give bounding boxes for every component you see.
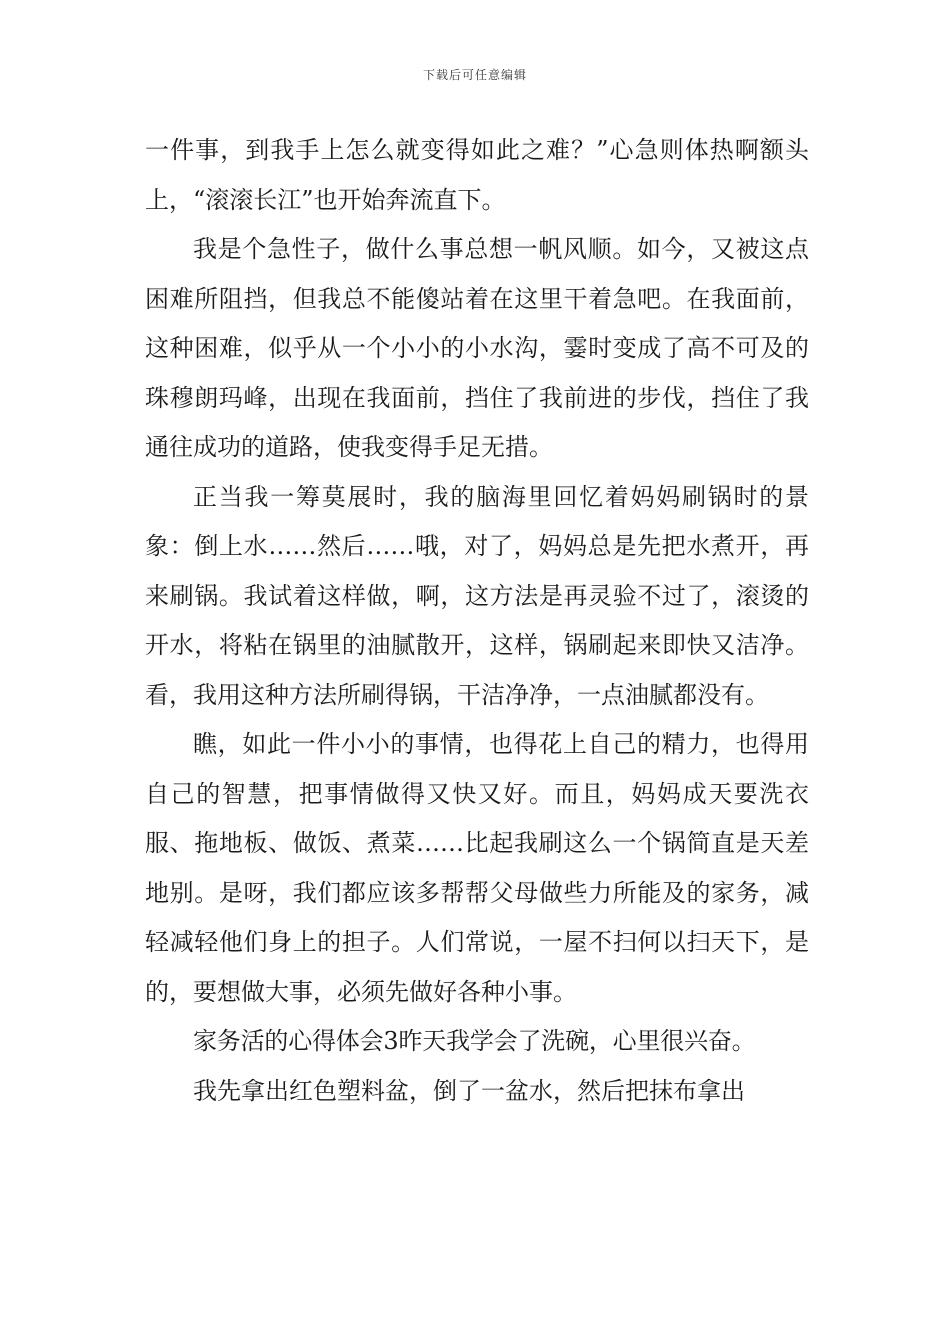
page-header-note: 下载后可任意编辑 (422, 68, 527, 82)
paragraph-5: 家务活的心得体会3昨天我学会了洗碗，心里很兴奋。 (193, 1027, 756, 1055)
paragraph-3: 正当我一筹莫展时，我的脑海里回忆着妈妈刷锅时的景象：倒上水……然后……哦，对了，妈妈总是先把水煮开，再来刷锅。我试着这样做，啊，这方法是再灵验不过了，滚烫的开水，将粘在锅里的油腻散开，这样，锅刷起来即快又洁净。看，我用这种方法所刷得锅，干洁净净，一点油腻都没有。 (145, 482, 809, 709)
paragraph-2: 我是个急性子，做什么事总想一帆风顺。如今，又被这点困难所阻挡，但我总不能傻站着在这里干着急吧。在我面前，这种困难，似乎从一个小小的小水沟，霎时变成了高不可及的珠穆朗玛峰，出现在我面前，挡住了我前进的步伐，挡住了我通往成功的道路，使我变得手足无措。 (145, 235, 809, 461)
document-body (145, 126, 809, 1116)
paragraph-1: 一件事，到我手上怎么就变得如此之难？”心急则体热啊额头上，“滚滚长江”也开始奔流直下。 (145, 136, 809, 214)
paragraph-4: 瞧，如此一件小小的事情，也得花上自己的精力，也得用自己的智慧，把事情做得又快又好。而且，妈妈成天要洗衣服、拖地板、做饭、煮菜……比起我刷这么一个锅简直是天差地别。是呀，我们都应该多帮帮父母做些力所能及的家务，减轻减轻他们身上的担子。人们常说，一屋不扫何以扫天下，是的，要想做大事，必须先做好各种小事。 (145, 730, 809, 1006)
paragraph-6: 我先拿出红色塑料盆，倒了一盆水，然后把抹布拿出 (193, 1076, 745, 1105)
